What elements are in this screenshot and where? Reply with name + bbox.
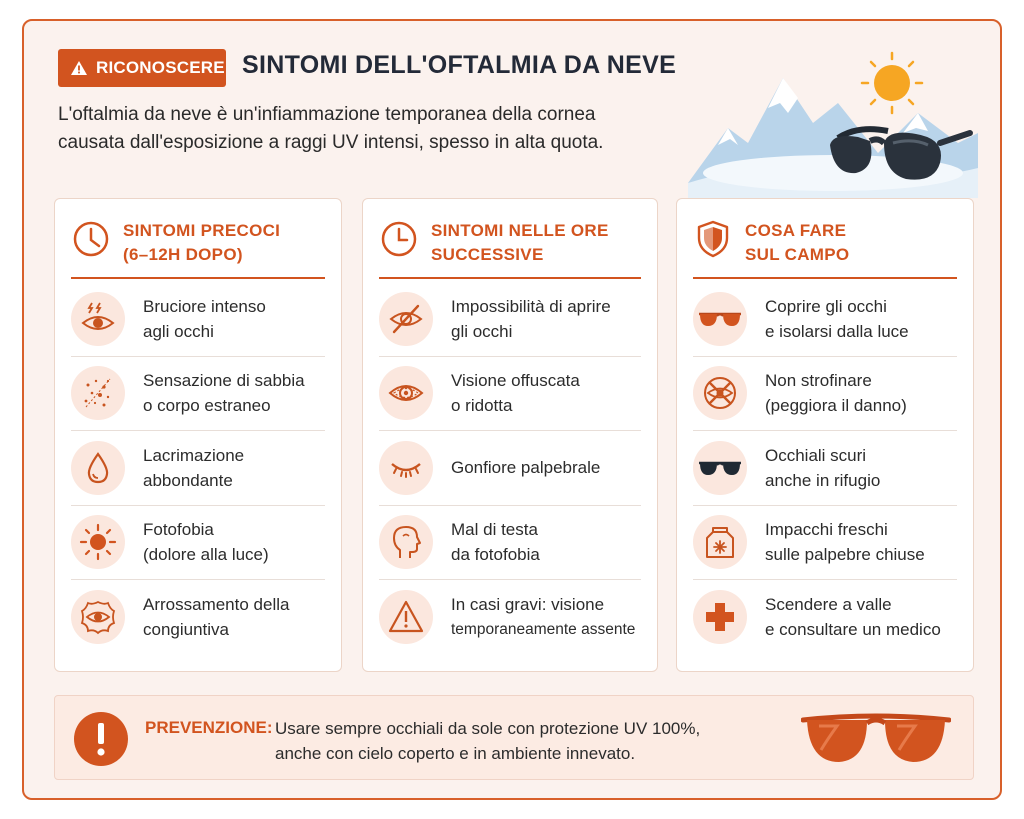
- card-title: [123, 219, 280, 267]
- list-item: [379, 357, 641, 432]
- warning-icon: [70, 60, 88, 76]
- list-item: [379, 580, 641, 655]
- list-item: [693, 357, 957, 432]
- recognize-badge: [58, 49, 226, 87]
- list-item: [71, 357, 325, 432]
- item-line-1: Impossibilità di aprire: [451, 296, 611, 316]
- head-icon: [386, 522, 426, 562]
- mountain-sunglasses-illustration: [688, 33, 978, 198]
- item-line-1: Mal di testa: [451, 520, 538, 540]
- item-line-2: (dolore alla luce): [143, 545, 269, 565]
- card-header: [71, 217, 325, 279]
- eye-slash-icon: [386, 299, 426, 339]
- list-item: [379, 431, 641, 506]
- item-line-1: Bruciore intenso: [143, 296, 266, 316]
- card-title-line-1: COSA FARE: [745, 221, 847, 240]
- item-line-1: Gonfiore palpebrale: [451, 458, 601, 478]
- blurred-eye-icon: [386, 373, 426, 413]
- card-header: [693, 217, 957, 279]
- item-line-1: Coprire gli occhi: [765, 296, 887, 316]
- dark-sunglasses-icon: [697, 453, 743, 483]
- item-line-2: o ridotta: [451, 396, 513, 416]
- item-line-2: agli occhi: [143, 321, 214, 341]
- cold-pack-icon: [700, 522, 740, 562]
- card-title-line-2: SUCCESSIVE: [431, 245, 544, 264]
- exclamation-icon: [73, 711, 129, 767]
- item-line-1: Sensazione di sabbia: [143, 371, 305, 391]
- card-early-symptoms: [54, 198, 342, 672]
- item-line-2: sulle palpebre chiuse: [765, 545, 925, 565]
- card-title-line-2: SUL CAMPO: [745, 245, 850, 264]
- item-line-1: Impacchi freschi: [765, 520, 888, 540]
- sun-icon: [78, 522, 118, 562]
- shield-icon: [693, 219, 733, 259]
- item-line-2: o corpo estraneo: [143, 396, 271, 416]
- intro-line-2: causata dall'esposizione a raggi UV intensi, spesso in alta quota.: [58, 132, 604, 153]
- list-item: [71, 431, 325, 506]
- item-line-2: (peggiora il danno): [765, 396, 907, 416]
- infographic-frame: [22, 19, 1002, 800]
- intro-text: [58, 101, 658, 157]
- clock-icon: [71, 219, 111, 259]
- card-title: [745, 219, 849, 267]
- list-item: [693, 282, 957, 357]
- red-eye-icon: [78, 597, 118, 637]
- card-field-actions: [676, 198, 974, 672]
- prevention-line-2: anche con cielo coperto e in ambiente innevato.: [275, 744, 636, 763]
- card-later-symptoms: [362, 198, 658, 672]
- item-line-2: abbondante: [143, 470, 233, 490]
- sand-particles-icon: [78, 373, 118, 413]
- warning-icon: [386, 597, 426, 637]
- item-line-1: Arrossamento della: [143, 595, 290, 615]
- clock-icon: [379, 219, 419, 259]
- card-title-line-1: SINTOMI PRECOCI: [123, 221, 281, 240]
- list-item: [693, 431, 957, 506]
- closed-eye-icon: [386, 448, 426, 488]
- sunglasses-orange-icon: [697, 304, 743, 334]
- card-title: [431, 219, 609, 267]
- prevention-text: [275, 716, 700, 766]
- prevention-banner: [54, 695, 974, 780]
- list-item: [693, 580, 957, 655]
- list-item: [379, 506, 641, 581]
- prevention-label: PREVENZIONE:: [145, 718, 273, 737]
- item-line-1: In casi gravi: visione: [451, 595, 605, 615]
- card-title-line-1: SINTOMI NELLE ORE: [431, 221, 609, 240]
- no-rubbing-icon: [700, 373, 740, 413]
- item-line-2: gli occhi: [451, 321, 513, 341]
- prevention-line-1: Usare sempre occhiali da sole con protezione UV 100%,: [275, 719, 701, 738]
- item-line-2: anche in rifugio: [765, 470, 881, 490]
- item-line-1: Occhiali scuri: [765, 445, 867, 465]
- card-header: [379, 217, 641, 279]
- card-title-line-2: (6–12H DOPO): [123, 245, 243, 264]
- item-line-1: Scendere a valle: [765, 595, 892, 615]
- item-line-2: e isolarsi dalla luce: [765, 321, 909, 341]
- list-item: [71, 580, 325, 655]
- item-line-2: congiuntiva: [143, 620, 230, 640]
- list-item: [71, 506, 325, 581]
- intro-line-1: L'oftalmia da neve è un'infiammazione temporanea della cornea: [58, 104, 596, 125]
- item-line-1: Visione offuscata: [451, 371, 580, 391]
- page-title: SINTOMI DELL'OFTALMIA DA NEVE: [242, 51, 677, 79]
- medical-cross-icon: [700, 597, 740, 637]
- item-line-2: e consultare un medico: [765, 620, 941, 640]
- sun-icon: [862, 53, 922, 113]
- burning-eye-icon: [78, 299, 118, 339]
- tear-drop-icon: [78, 448, 118, 488]
- item-line-2: da fotofobia: [451, 545, 540, 565]
- list-item: [693, 506, 957, 581]
- item-line-1: Lacrimazione: [143, 445, 245, 465]
- item-line-1: Fotofobia: [143, 520, 214, 540]
- item-line-1: Non strofinare: [765, 371, 872, 391]
- list-item: [379, 282, 641, 357]
- badge-label: RICONOSCERE: [96, 58, 225, 77]
- sunglasses-icon: [801, 710, 951, 768]
- item-line-2: temporaneamente assente: [451, 621, 636, 639]
- list-item: [71, 282, 325, 357]
